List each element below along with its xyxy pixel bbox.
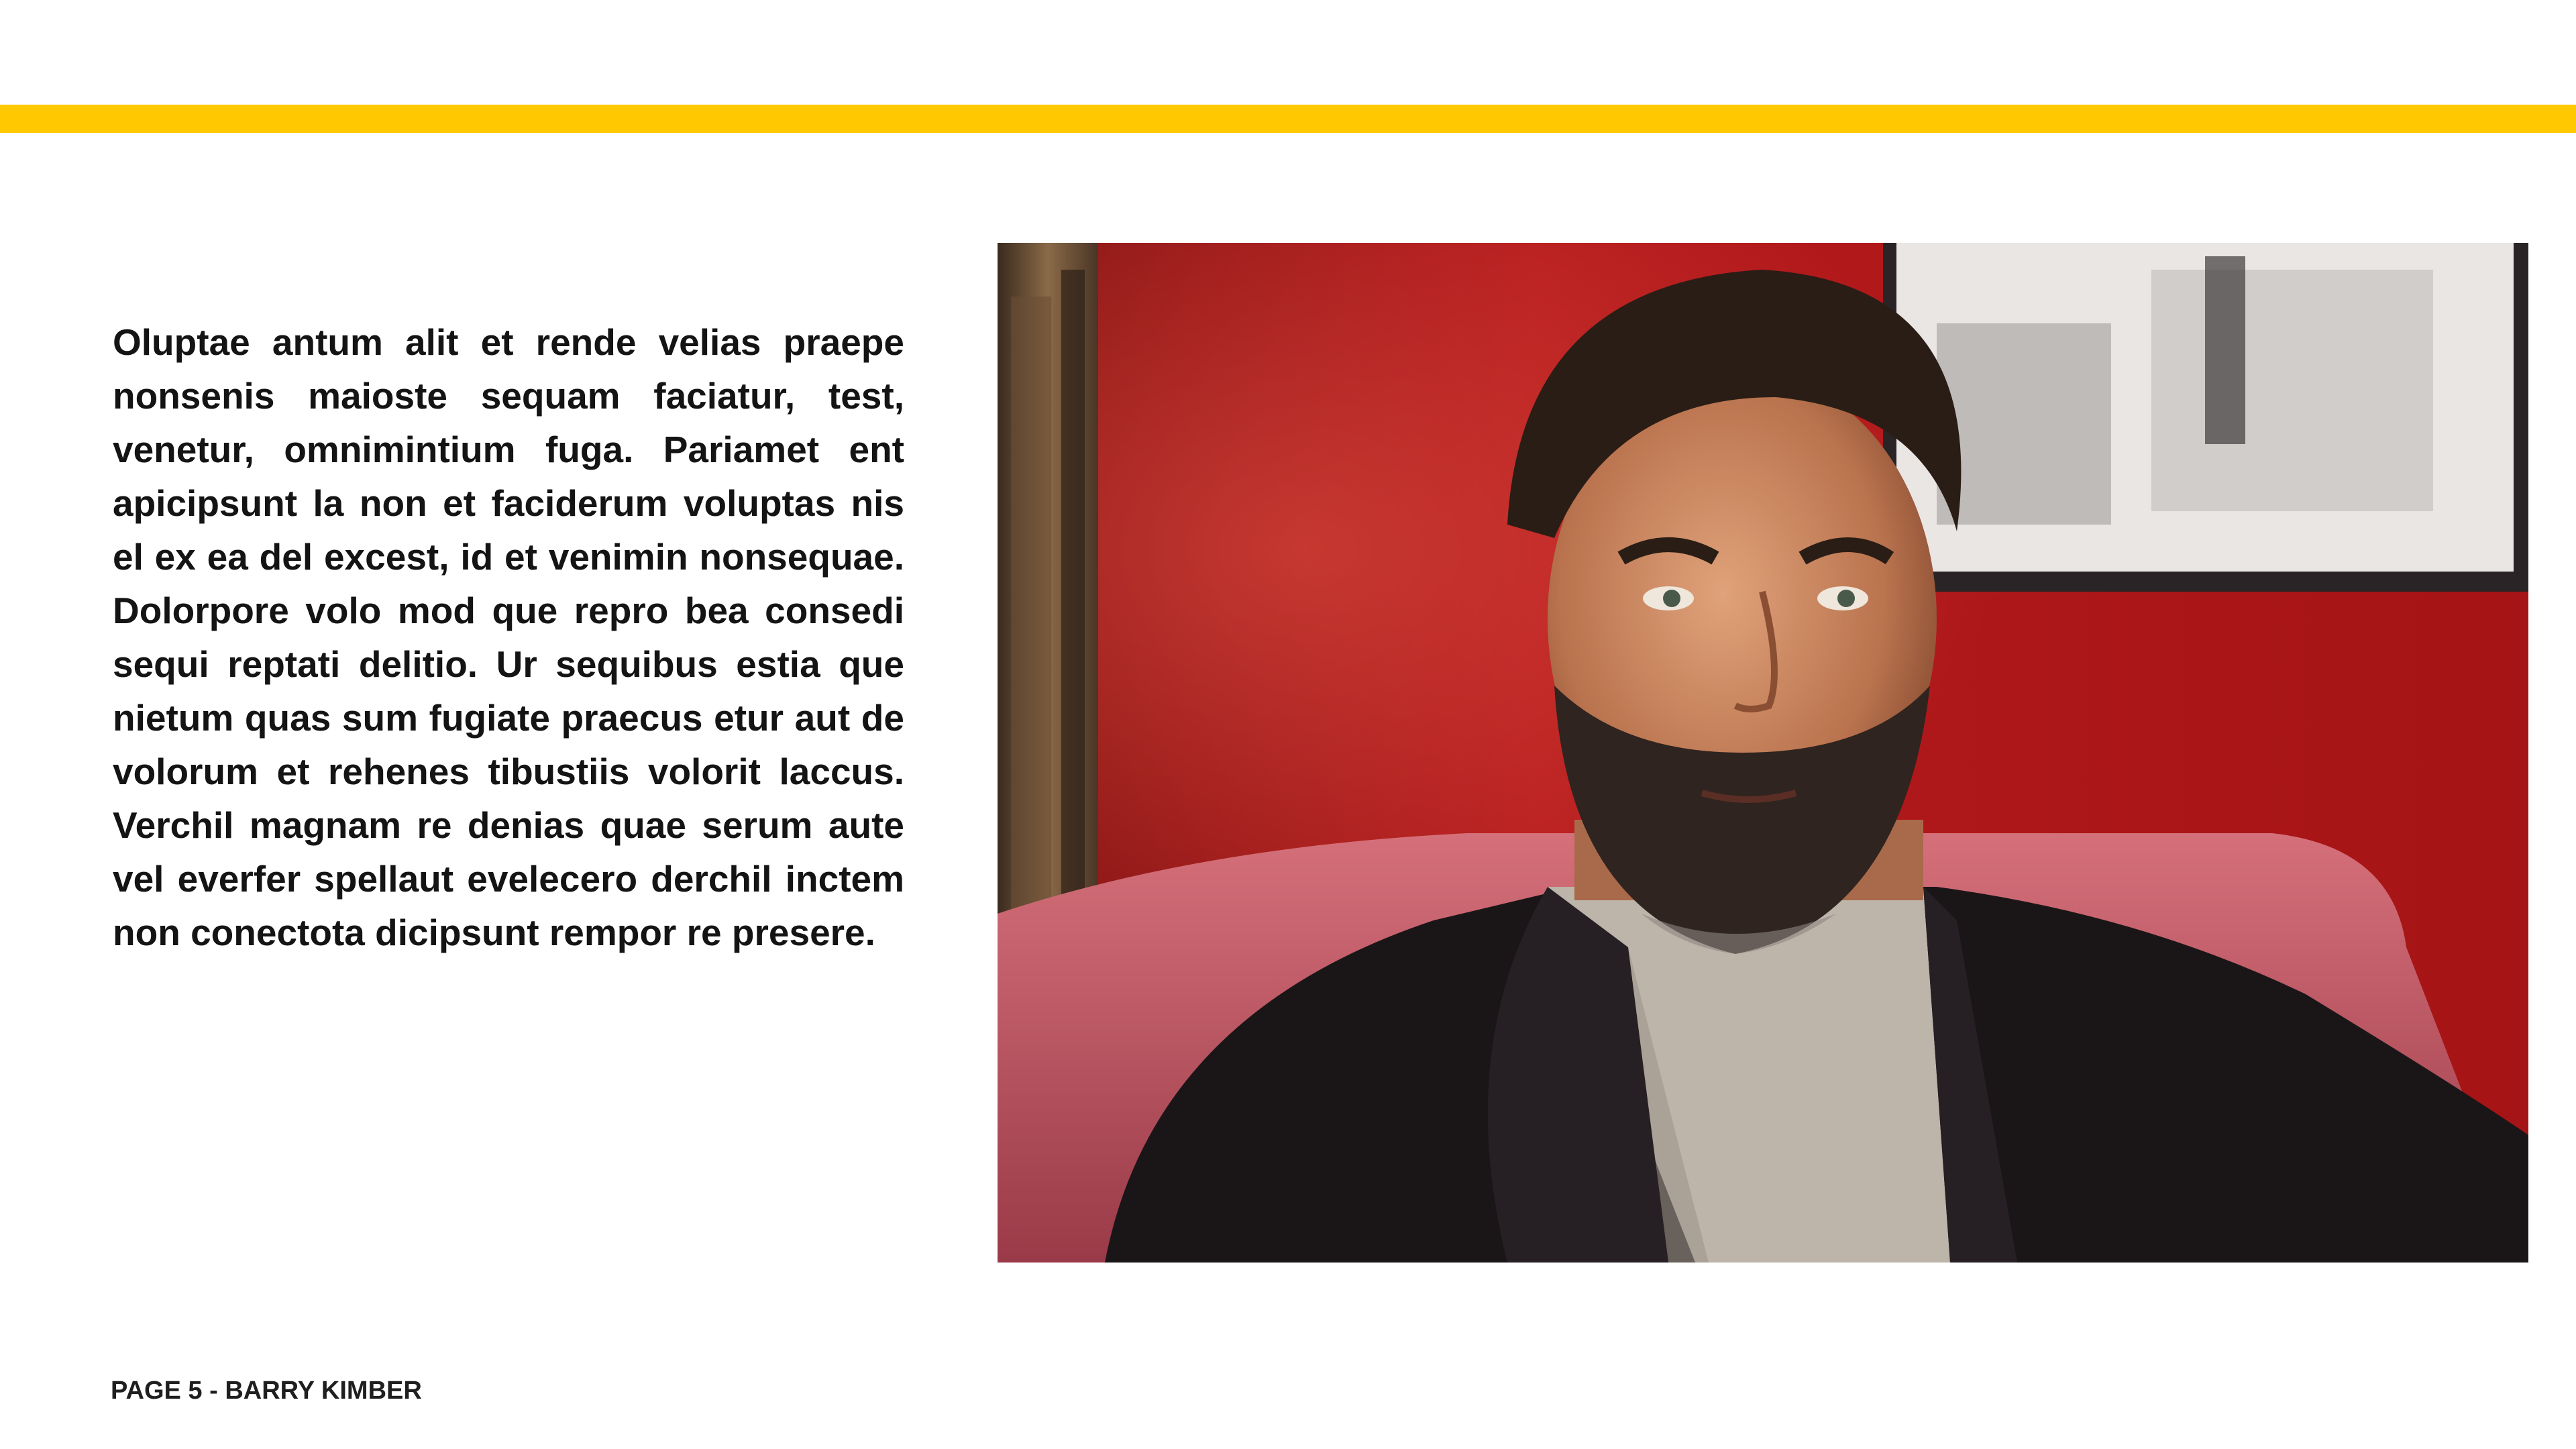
footer-page-label: PAGE 5 - BARRY KIMBER xyxy=(111,1377,422,1405)
portrait-photo xyxy=(998,243,2528,1263)
accent-bar xyxy=(0,105,2576,133)
body-paragraph: Oluptae antum alit et rende velias praepe nonsenis maioste sequam faciatur, test, venetur, omnimintium fuga. Pariamet ent apicipsunt la non et faciderum voluptas nis el ex ea del excest, id et venimin nonsequae. Dolorpore volo mod que repro bea consedi sequi reptati delitio. Ur sequibus estia que nietum quas sum fugiate praecus etur aut de volorum et rehenes tibustiis volorit laccus. Verchil magnam re denias quae serum aute vel everfer spellaut evelecero derchil inctem non conectota dicipsunt rempor re presere. xyxy=(113,321,904,953)
